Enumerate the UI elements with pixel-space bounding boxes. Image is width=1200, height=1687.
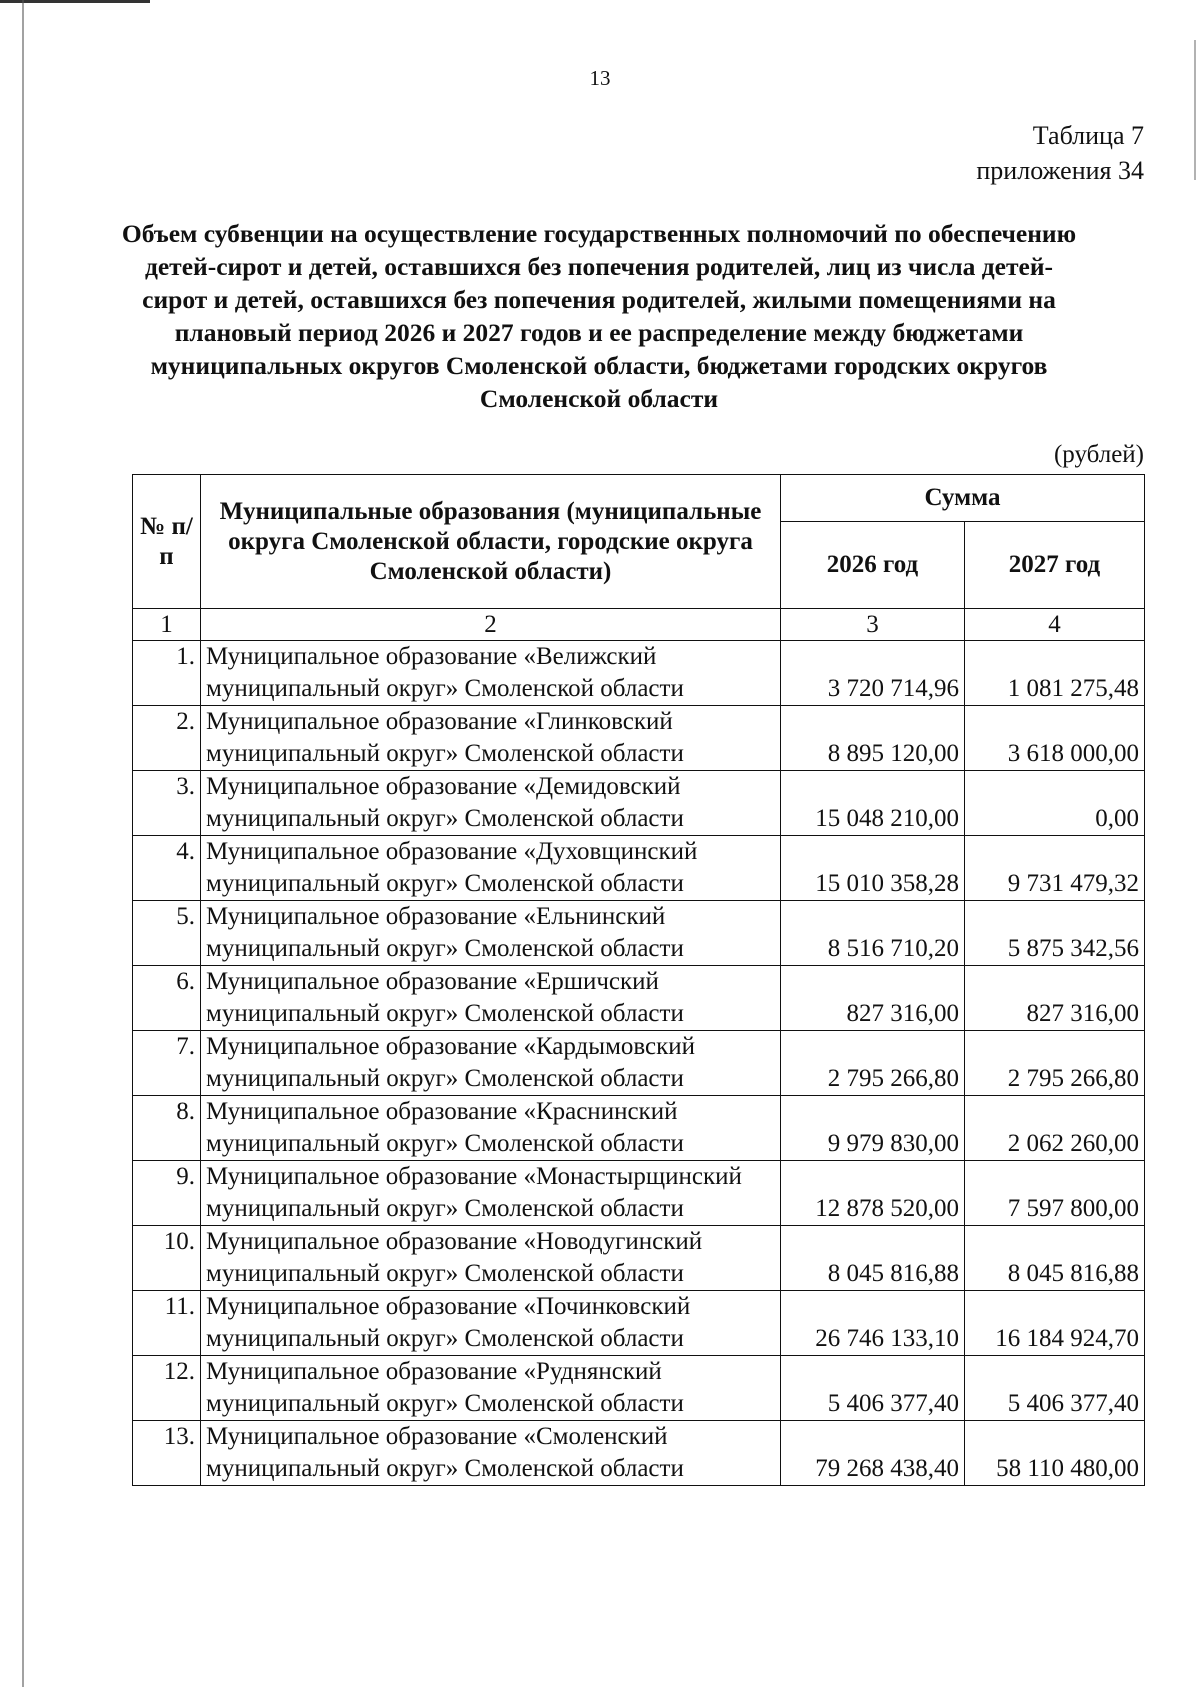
amount-2027: 1 081 275,48: [965, 641, 1145, 706]
municipality-name: Муниципальное образование «Велижский муниципальный округ» Смоленской области: [201, 641, 781, 706]
row-number: 13.: [133, 1421, 201, 1486]
amount-2027: 3 618 000,00: [965, 706, 1145, 771]
table-reference-line1: Таблица 7: [1032, 121, 1144, 150]
amount-2026: 8 516 710,20: [781, 901, 965, 966]
row-number: 5.: [133, 901, 201, 966]
scan-edge-right: [1194, 40, 1196, 180]
header-num: № п/п: [133, 475, 201, 609]
column-number: 4: [965, 609, 1145, 641]
table-row: [133, 641, 1145, 706]
row-number: 2.: [133, 706, 201, 771]
row-number: 8.: [133, 1096, 201, 1161]
header-2026: 2026 год: [781, 522, 965, 609]
amount-2026: 79 268 438,40: [781, 1421, 965, 1486]
header-municipality: Муниципальные образования (муниципальные округа Смоленской области, городские округа Смоленской области): [201, 475, 781, 609]
municipality-name: Муниципальное образование «Краснинский муниципальный округ» Смоленской области: [201, 1096, 781, 1161]
municipality-name: Муниципальное образование «Духовщинский муниципальный округ» Смоленской области: [201, 836, 781, 901]
amount-2026: 8 045 816,88: [781, 1226, 965, 1291]
subvention-table: [132, 474, 1145, 1486]
amount-2026: 827 316,00: [781, 966, 965, 1031]
table-row: [133, 1356, 1145, 1421]
amount-2026: 3 720 714,96: [781, 641, 965, 706]
row-number: 1.: [133, 641, 201, 706]
row-number: 4.: [133, 836, 201, 901]
units-label: (рублей): [1053, 441, 1144, 468]
amount-2027: 8 045 816,88: [965, 1226, 1145, 1291]
municipality-name: Муниципальное образование «Кардымовский муниципальный округ» Смоленской области: [201, 1031, 781, 1096]
row-number: 9.: [133, 1161, 201, 1226]
amount-2027: 7 597 800,00: [965, 1161, 1145, 1226]
table-row: [133, 1031, 1145, 1096]
table-row: [133, 771, 1145, 836]
amount-2026: 26 746 133,10: [781, 1291, 965, 1356]
amount-2026: 15 048 210,00: [781, 771, 965, 836]
amount-2027: 58 110 480,00: [965, 1421, 1145, 1486]
amount-2026: 15 010 358,28: [781, 836, 965, 901]
amount-2027: 16 184 924,70: [965, 1291, 1145, 1356]
amount-2027: 827 316,00: [965, 966, 1145, 1031]
municipality-name: Муниципальное образование «Демидовский муниципальный округ» Смоленской области: [201, 771, 781, 836]
municipality-name: Муниципальное образование «Починковский муниципальный округ» Смоленской области: [201, 1291, 781, 1356]
table-row: [133, 966, 1145, 1031]
amount-2026: 2 795 266,80: [781, 1031, 965, 1096]
amount-2026: 5 406 377,40: [781, 1356, 965, 1421]
municipality-name: Муниципальное образование «Руднянский муниципальный округ» Смоленской области: [201, 1356, 781, 1421]
column-number: 3: [781, 609, 965, 641]
scan-edge-left: [22, 0, 24, 1687]
amount-2027: 5 406 377,40: [965, 1356, 1145, 1421]
municipality-name: Муниципальное образование «Ершичский муниципальный округ» Смоленской области: [201, 966, 781, 1031]
municipality-name: Муниципальное образование «Смоленский муниципальный округ» Смоленской области: [201, 1421, 781, 1486]
amount-2027: 0,00: [965, 771, 1145, 836]
row-number: 3.: [133, 771, 201, 836]
table-row: [133, 1226, 1145, 1291]
table-row: [133, 1421, 1145, 1486]
table-reference-line2: приложения 34: [976, 156, 1144, 185]
column-number: 1: [133, 609, 201, 641]
table-row: [133, 1291, 1145, 1356]
page-number: 13: [589, 66, 611, 90]
amount-2026: 8 895 120,00: [781, 706, 965, 771]
amount-2027: 9 731 479,32: [965, 836, 1145, 901]
municipality-name: Муниципальное образование «Ельнинский муниципальный округ» Смоленской области: [201, 901, 781, 966]
row-number: 10.: [133, 1226, 201, 1291]
municipality-name: Муниципальное образование «Новодугинский муниципальный округ» Смоленской области: [201, 1226, 781, 1291]
header-2027: 2027 год: [965, 522, 1145, 609]
amount-2026: 12 878 520,00: [781, 1161, 965, 1226]
table-row: [133, 706, 1145, 771]
column-number: 2: [201, 609, 781, 641]
table-row: [133, 1096, 1145, 1161]
amount-2027: 2 062 260,00: [965, 1096, 1145, 1161]
amount-2027: 5 875 342,56: [965, 901, 1145, 966]
municipality-name: Муниципальное образование «Монастырщинский муниципальный округ» Смоленской области: [201, 1161, 781, 1226]
table-row: [133, 901, 1145, 966]
table-reference: [976, 118, 1144, 188]
column-number-row: [133, 609, 1145, 641]
table-row: [133, 836, 1145, 901]
row-number: 6.: [133, 966, 201, 1031]
amount-2026: 9 979 830,00: [781, 1096, 965, 1161]
row-number: 11.: [133, 1291, 201, 1356]
header-sum: Сумма: [781, 475, 1145, 522]
row-number: 12.: [133, 1356, 201, 1421]
row-number: 7.: [133, 1031, 201, 1096]
table-row: [133, 1161, 1145, 1226]
amount-2027: 2 795 266,80: [965, 1031, 1145, 1096]
municipality-name: Муниципальное образование «Глинковский муниципальный округ» Смоленской области: [201, 706, 781, 771]
document-title: Объем субвенции на осуществление государственных полномочий по обеспечению детей-сирот и детей, оставшихся без попечения родителей, лиц из числа детей-сирот и детей, оставшихся без попечения родителей, жилыми помещениями на плановый период 2026 и 2027 годов и ее распределение между бюджетами муниципальных округов Смоленской области, бюджетами городских округов Смоленской области: [121, 219, 1077, 413]
